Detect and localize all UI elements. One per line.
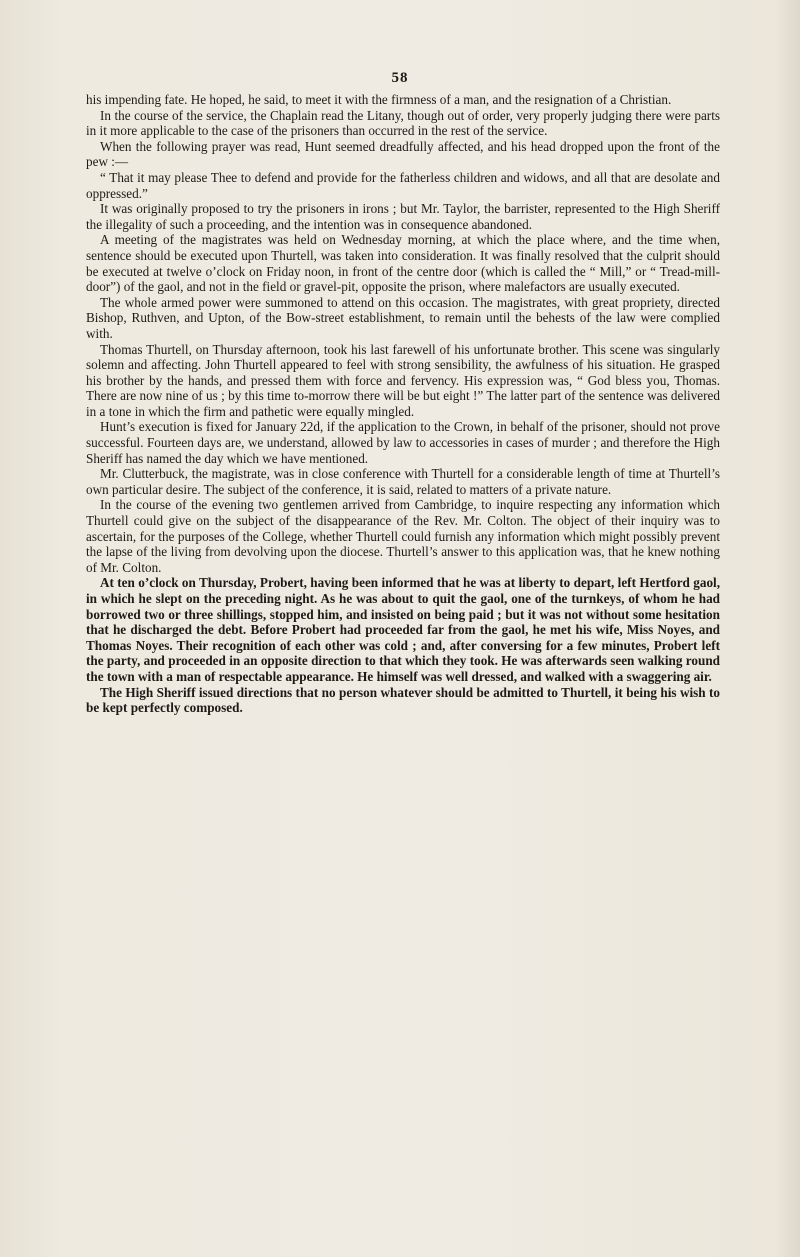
paragraph: In the course of the service, the Chaplain read the Litany, though out of order, very properly judging there were parts in it more applicable to the case of the prisoners than occurred in the rest of the service. <box>86 107 720 139</box>
paragraph: Mr. Clutterbuck, the magistrate, was in close conference with Thurtell for a considerable length of time at Thurtell’s own particular desire. The subject of the conference, it is said, related to matters of a private nature. <box>86 466 720 497</box>
paragraph: his impending fate. He hoped, he said, to meet it with the firmness of a man, and the resignation of a Christian. <box>86 92 672 107</box>
paragraph: In the course of the evening two gentlemen arrived from Cambridge, to inquire respecting any information which Thurtell could give on the subject of the disappearance of the Rev. Mr. Colton. The object of their inquiry was to ascertain, for the purposes of the College, whether Thurtell could furnish any information which might possibly prevent the lapse of the living from devolving upon the diocese. Thurtell’s answer to this application was, that he knew nothing of Mr. Colton. <box>86 497 720 575</box>
paragraph: When the following prayer was read, Hunt seemed dreadfully affected, and his head dropped upon the front of the pew :— <box>86 138 720 170</box>
paragraph: The whole armed power were summoned to attend on this occasion. The magistrates, with great propriety, directed Bishop, Ruthven, and Upton, of the Bow-street establishment, to remain until the behests of the law were complied with. <box>86 294 720 341</box>
page-edge-shadow <box>776 0 800 1257</box>
paragraph: A meeting of the magistrates was held on Wednesday morning, at which the place where, and the time when, sentence should be executed upon Thurtell, was taken into consideration. It was finally resolved that the culprit should be executed at twelve o’clock on Friday noon, in front of the centre door (which is called the “ Mill,” or “ Tread-mill-door”) of the gaol, and not in the field or gravel-pit, opposite the prison, where malefactors are usually executed. <box>86 232 720 295</box>
paragraph: The High Sheriff issued directions that no person whatever should be admitted to Thurtell, it being his wish to be kept perfectly composed. <box>86 684 720 716</box>
body-text <box>86 92 720 716</box>
quoted-prayer: “ That it may please Thee to defend and provide for the fatherless children and widows, and all that are desolate and oppressed.” <box>86 169 720 201</box>
paragraph: Hunt’s execution is fixed for January 22d, if the application to the Crown, in behalf of the prisoner, should not prove successful. Fourteen days are, we understand, allowed by law to accessories in cases of murder ; and therefore the High Sheriff has named the day which we have mentioned. <box>86 419 720 466</box>
paragraph: At ten o’clock on Thursday, Probert, having been informed that he was at liberty to depart, left Hertford gaol, in which he slept on the preceding night. As he was about to quit the gaol, one of the turnkeys, of whom he had borrowed two or three shillings, stopped him, and insisted on being paid ; but it was not without some hesitation that he discharged the debt. Before Probert had proceeded far from the gaol, he met his wife, Miss Noyes, and Thomas Noyes. Their recognition of each other was cold ; and, after conversing for a few minutes, Probert left the party, and proceeded in an opposite direction to that which they took. He was afterwards seen walking round the town with a man of respectable appearance. He himself was well dressed, and walked with a swaggering air. <box>86 575 720 684</box>
paragraph: Thomas Thurtell, on Thursday afternoon, took his last farewell of his unfortunate brother. This scene was singularly solemn and affecting. John Thurtell appeared to feel with strong sensibility, the awfulness of his situation. He grasped his brother by the hands, and pressed them with force and fervency. His expression was, “ God bless you, Thomas. There are now nine of us ; by this time to-morrow there will be but eight !” The latter part of the sentence was delivered in a tone in which the firm and pathetic were equally mingled. <box>86 341 720 419</box>
paragraph: It was originally proposed to try the prisoners in irons ; but Mr. Taylor, the barrister, represented to the High Sheriff the illegality of such a proceeding, and the intention was in consequence abandoned. <box>86 201 720 232</box>
page-number: 58 <box>391 70 409 86</box>
